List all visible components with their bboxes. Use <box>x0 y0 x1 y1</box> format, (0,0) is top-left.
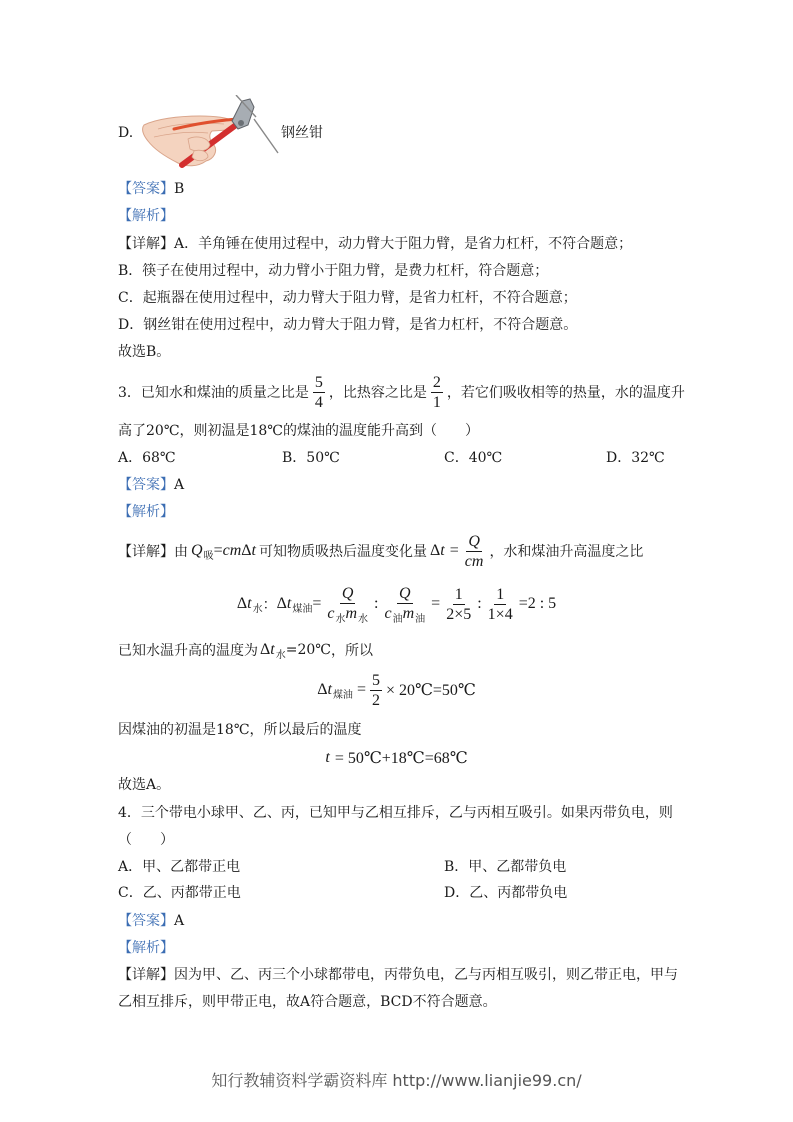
final-formula <box>0 746 793 770</box>
equals: = <box>431 595 441 612</box>
answer-value: B <box>174 181 185 197</box>
answer-tag: 【答案】 <box>118 181 174 197</box>
q4-detail-line <box>118 965 678 985</box>
fraction-denominator: 2 <box>371 691 380 709</box>
q4-answer-line <box>118 911 184 931</box>
fraction-numerator: 5 <box>371 671 380 689</box>
symbol-cm: cm <box>222 542 242 559</box>
q4-option-a: A．甲、乙都带正电 <box>118 859 241 875</box>
delta-t-kerosene <box>317 681 353 699</box>
fraction-numerator: 2 <box>432 373 441 391</box>
q2-detail-line: C．起瓶器在使用过程中，动力臂大于阻力臂，是省力杠杆，不符合题意； <box>118 290 577 306</box>
q3-answer-line <box>118 475 184 495</box>
delta-t-symbol <box>430 542 459 560</box>
stem-text: ，比热容之比是 <box>328 385 427 401</box>
subscript: 油 <box>392 613 403 625</box>
detail-text: 已知水温升高的温度为 <box>118 643 258 659</box>
fraction-denominator: 4 <box>314 393 323 411</box>
kerosene-fraction <box>382 584 427 625</box>
symbol-c: c <box>327 604 335 622</box>
q3-option-b: B．50℃ <box>282 450 340 466</box>
subscript: 水 <box>275 650 286 661</box>
equals: = <box>449 542 459 559</box>
q2-detail-line: B．筷子在使用过程中，动力臂小于阻力臂，是费力杠杆，符合题意； <box>118 263 549 279</box>
symbol-m: m <box>402 604 415 622</box>
q4-option-c: C．乙、丙都带正电 <box>118 885 241 901</box>
q4-stem-line: 4．三个带电小球甲、乙、丙，已知甲与乙相互排斥，乙与丙相互吸引。如果丙带负电，则 <box>118 805 673 821</box>
subscript: 煤油 <box>332 690 353 701</box>
q2-analysis-tag: 【解析】 <box>118 208 174 224</box>
delta-t-water <box>260 641 286 659</box>
known-line <box>118 638 373 662</box>
symbol-t: t <box>247 595 252 612</box>
pliers-illustration <box>138 95 280 169</box>
detail-text: ，水和煤油升高温度之比 <box>489 544 644 560</box>
ratio-formula <box>0 583 793 625</box>
fraction-denominator: 1 <box>432 393 441 411</box>
subscript: 水 <box>252 604 263 615</box>
q4-option-d: D．乙、丙都带负电 <box>444 885 568 901</box>
q3-stem-line: 高了20℃，则初温是18℃的煤油的温度能升高到（ ） <box>118 423 479 439</box>
detail-tag: 【详解】 <box>118 967 174 983</box>
known-value: =20℃ <box>285 642 331 658</box>
answer-value: A <box>174 477 185 493</box>
symbol-q: Q <box>191 542 203 559</box>
numeric-fraction <box>486 585 515 624</box>
q4-analysis-tag: 【解析】 <box>118 940 174 956</box>
ratio-colon: ： <box>262 597 277 613</box>
detail-text: ，所以 <box>330 643 373 659</box>
equals: = <box>213 542 223 559</box>
symbol-m: m <box>345 604 358 622</box>
fraction-numerator: 5 <box>314 373 323 391</box>
symbol-delta: Δ <box>276 595 287 612</box>
q2-detail-line <box>118 234 632 254</box>
q3-option-a: A．68℃ <box>118 450 176 466</box>
answer-value: A <box>174 913 185 929</box>
detail-text: 因为甲、乙、丙三个小球都带电，丙带负电，乙与丙相互吸引，则乙带正电，甲与 <box>174 967 678 983</box>
kerosene-formula <box>0 669 793 711</box>
fraction-numerator: 1 <box>454 585 463 603</box>
numeric-fraction <box>444 585 473 624</box>
symbol-t: t <box>270 641 275 658</box>
q3-conclusion: 故选A。 <box>118 777 171 793</box>
subscript: 水 <box>358 613 369 625</box>
ratio-colon: : <box>374 595 379 612</box>
detail-text: 可知物质吸热后温度变化量 <box>259 544 427 560</box>
fraction-numerator: Q <box>341 584 354 602</box>
formula-rest: = 50℃+18℃=68℃ <box>334 750 468 767</box>
ratio-result: =2 : 5 <box>518 595 557 612</box>
detail-text: 由 <box>174 544 188 560</box>
symbol-delta: Δ <box>317 681 328 698</box>
q2-conclusion: 故选B。 <box>118 344 171 360</box>
answer-tag: 【答案】 <box>118 477 174 493</box>
symbol-delta: Δ <box>241 542 252 559</box>
ratio-colon: : <box>477 595 482 612</box>
page-footer: 知行教辅资料学霸资料库 http://www.lianjie99.cn/ <box>211 1071 582 1090</box>
symbol-c: c <box>384 604 392 622</box>
equals: = <box>356 681 366 698</box>
answer-tag: 【答案】 <box>118 913 174 929</box>
detail-text: A．羊角锤在使用过程中，动力臂大于阻力臂，是省力杠杆，不符合题意； <box>174 236 633 252</box>
fraction-numerator: Q <box>468 532 480 550</box>
symbol-t: t <box>327 681 332 698</box>
heat-capacity-ratio-fraction <box>431 373 443 412</box>
formula-rest: × 20℃=50℃ <box>385 682 476 699</box>
q4-option-b: B．甲、乙都带负电 <box>444 859 567 875</box>
symbol-t: t <box>325 749 330 766</box>
q3-stem-line <box>118 371 685 413</box>
q4-stem-line: （ ） <box>118 832 174 848</box>
kerosene-ratio-fraction <box>370 671 382 710</box>
subscript: 油 <box>415 613 426 625</box>
fraction-denominator: 2×5 <box>446 605 472 623</box>
symbol-delta: Δ <box>430 542 441 559</box>
fraction-denominator <box>382 604 427 625</box>
fraction-denominator: cm <box>464 552 484 570</box>
q4-detail-line: 乙相互排斥，则甲带正电，故A符合题意，BCD不符合题意。 <box>118 994 497 1010</box>
pliers-pivot <box>238 120 244 126</box>
detail-tag: 【详解】 <box>118 544 174 560</box>
fraction-denominator: 1×4 <box>487 605 513 623</box>
fraction-denominator <box>325 604 370 625</box>
q3-analysis-tag: 【解析】 <box>118 504 174 520</box>
q2-answer-line <box>118 179 184 199</box>
symbol-delta: Δ <box>260 641 271 658</box>
stem-text: ，若它们吸收相等的热量，水的温度升 <box>446 385 685 401</box>
q3-option-c: C．40℃ <box>444 450 503 466</box>
equals: = <box>312 595 322 612</box>
detail-tag: 【详解】 <box>118 236 174 252</box>
delta-t-kerosene <box>277 595 313 613</box>
subscript: 吸 <box>203 551 214 562</box>
stem-text: 3．已知水和煤油的质量之比是 <box>118 385 309 401</box>
symbol-delta: Δ <box>236 595 248 612</box>
q3-detail-line <box>118 530 643 572</box>
heat-formula <box>191 542 256 560</box>
subscript: 煤油 <box>292 604 313 615</box>
mass-ratio-fraction <box>313 373 325 412</box>
symbol-t: t <box>440 542 445 559</box>
symbol-t: t <box>251 542 256 559</box>
finger-overlay <box>192 150 208 161</box>
fraction-numerator: Q <box>399 584 411 602</box>
delta-t-water <box>237 595 263 613</box>
subscript: 水 <box>335 613 346 625</box>
wire <box>254 119 278 153</box>
option-d-caption: 钢丝钳 <box>281 125 323 141</box>
water-fraction <box>325 584 370 625</box>
q3-option-d: D．32℃ <box>606 450 665 466</box>
fraction-numerator: 1 <box>496 585 505 603</box>
symbol-t: t <box>286 595 292 612</box>
initial-temperature-line: 因煤油的初温是18℃，所以最后的温度 <box>118 722 362 738</box>
delta-t-fraction <box>463 532 486 571</box>
option-d-label: D. <box>118 125 134 141</box>
q2-detail-line: D．钢丝钳在使用过程中，动力臂大于阻力臂，是省力杠杆，不符合题意。 <box>118 317 578 333</box>
